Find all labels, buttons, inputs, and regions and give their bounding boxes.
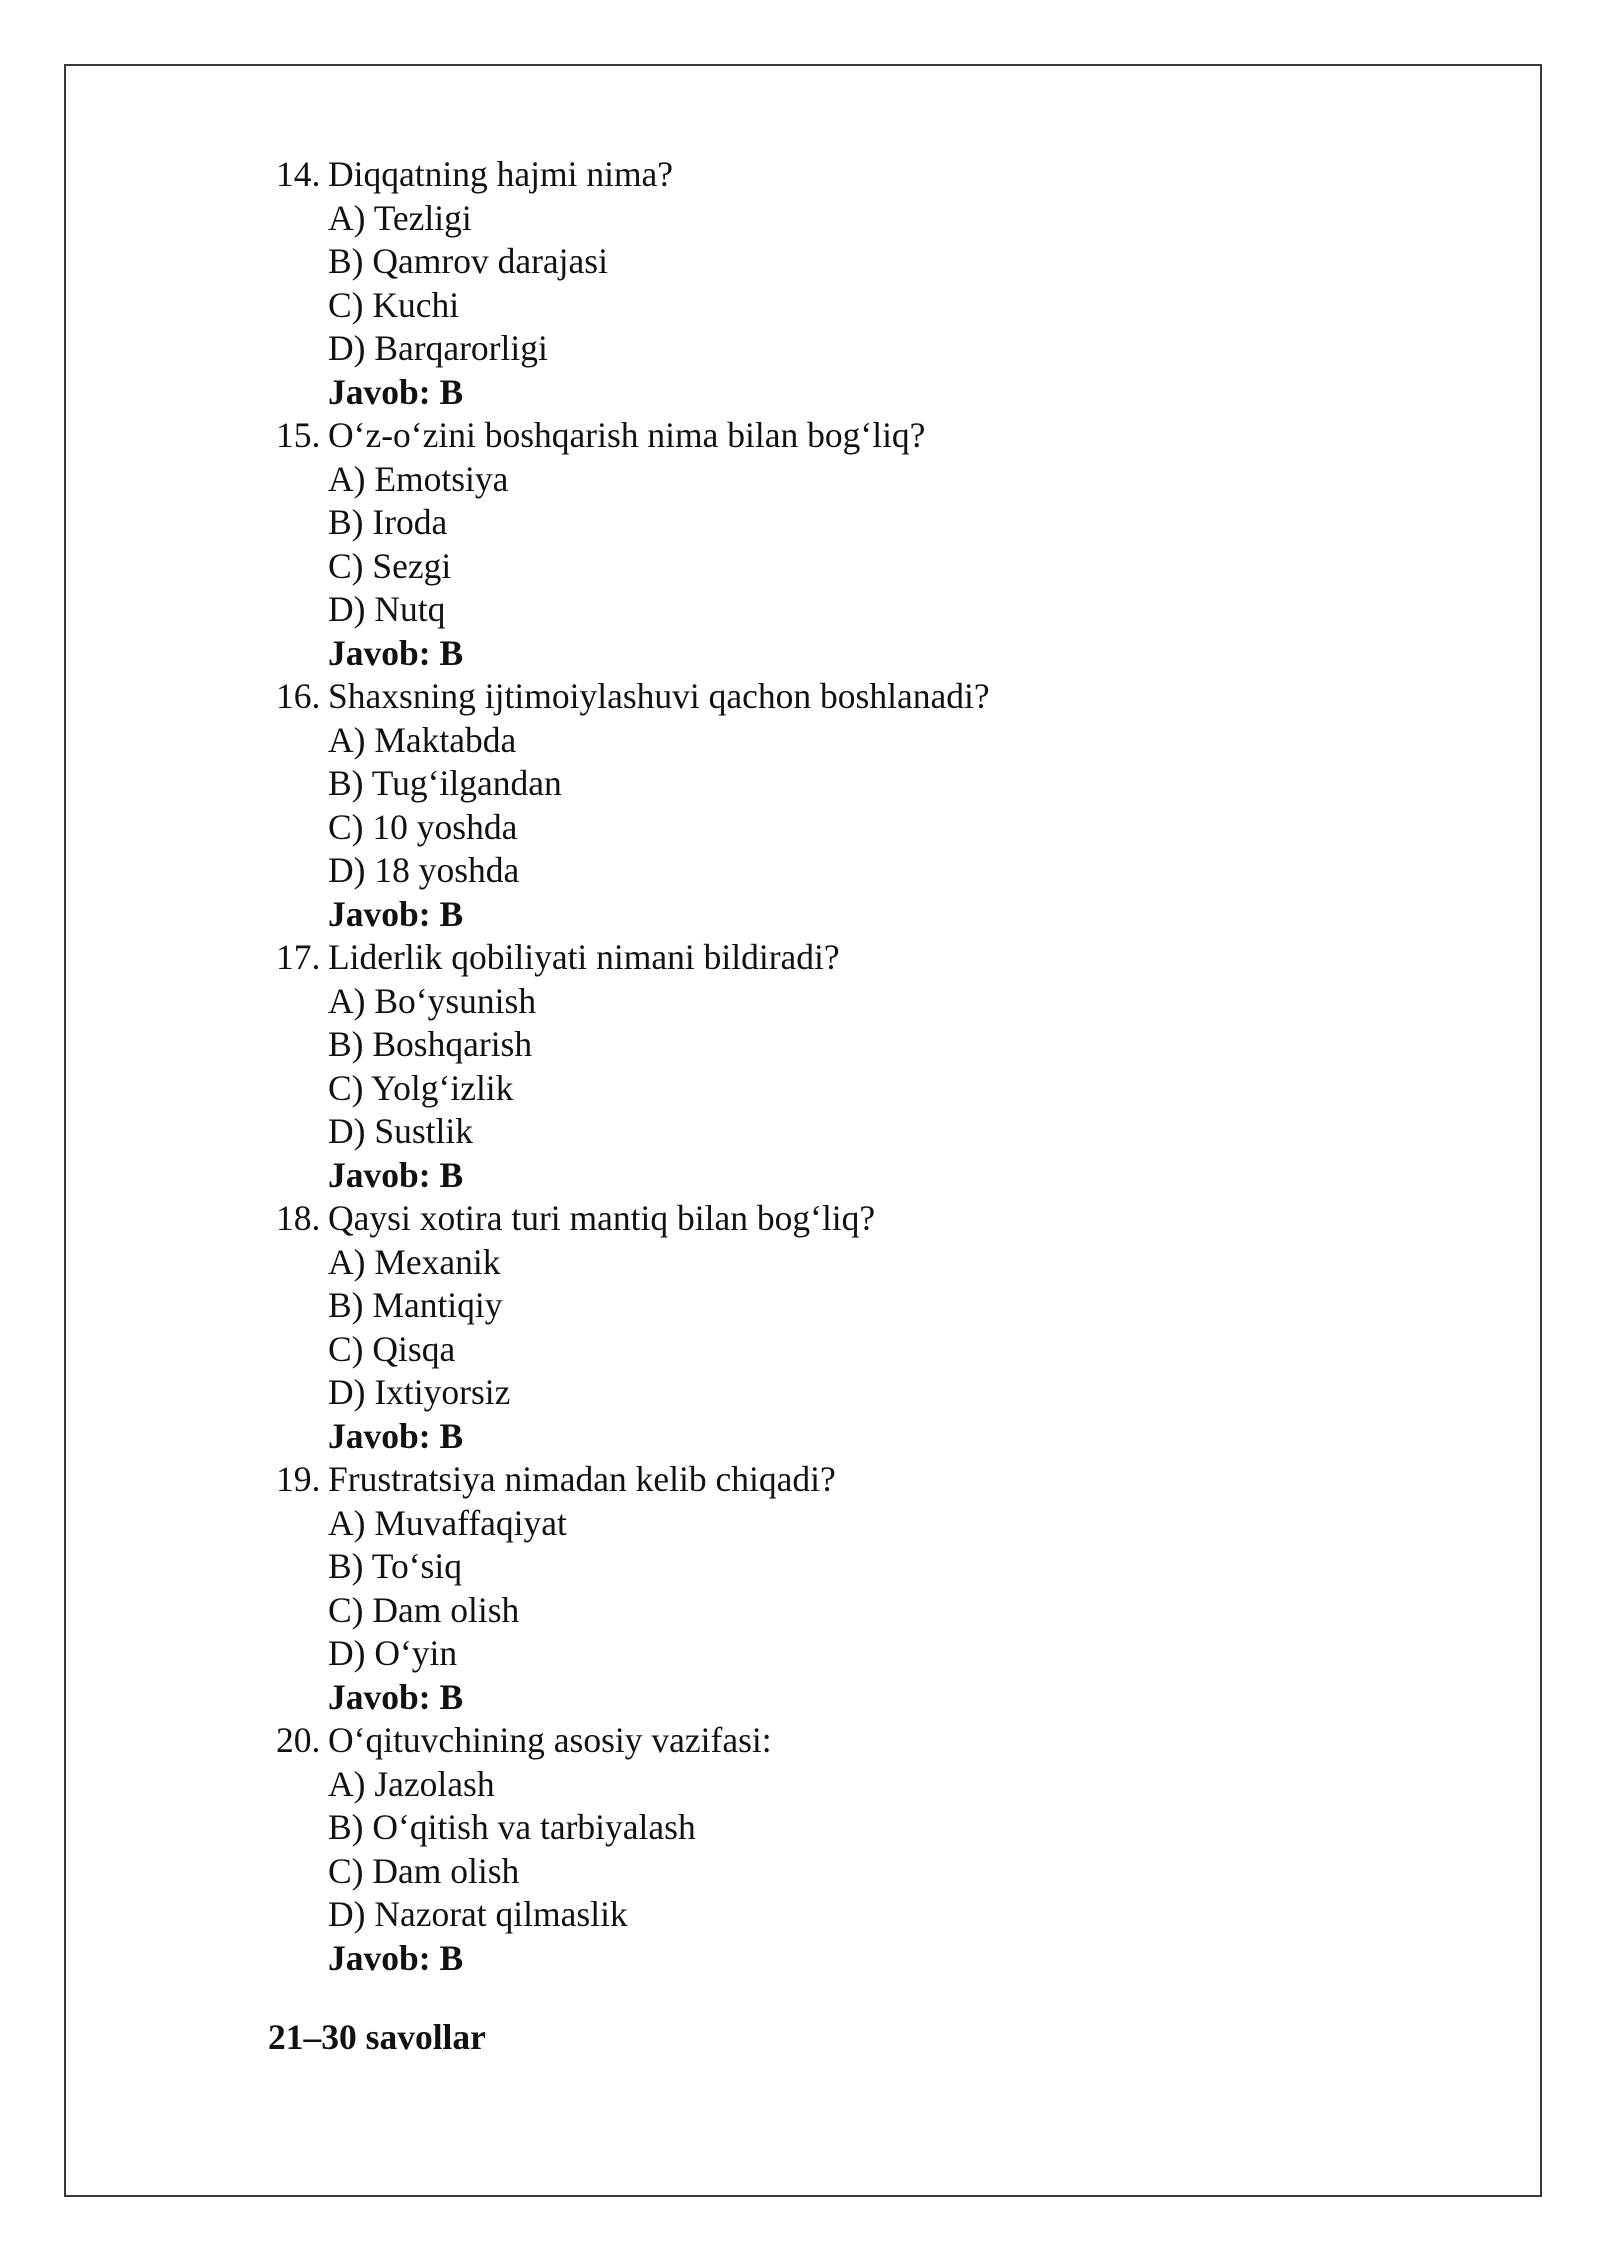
answer-key: Javob: B bbox=[328, 371, 464, 412]
option-d: D) Nazorat qilmaslik bbox=[328, 1894, 628, 1934]
option-a: A) Mexanik bbox=[328, 1241, 501, 1282]
option-c: C) Qisqa bbox=[328, 1328, 456, 1369]
answer-key: Javob: B bbox=[328, 1154, 464, 1195]
question-17 bbox=[276, 936, 1456, 1197]
question-number: 17. bbox=[276, 937, 321, 977]
option-b: B) Mantiqiy bbox=[328, 1285, 503, 1325]
option-a: A) Jazolash bbox=[328, 1763, 495, 1804]
option-d: D) Sustlik bbox=[328, 1111, 473, 1151]
question-text: Frustratsiya nimadan kelib chiqadi? bbox=[328, 1459, 836, 1499]
option-b: B) Boshqarish bbox=[328, 1024, 533, 1064]
option-b: B) Qamrov darajasi bbox=[328, 241, 608, 281]
question-text: Diqqatning hajmi nima? bbox=[328, 154, 674, 194]
option-d: D) Nutq bbox=[328, 589, 446, 629]
question-20 bbox=[276, 1719, 1456, 1980]
question-text: O‘qituvchining asosiy vazifasi: bbox=[328, 1720, 772, 1760]
question-text: Liderlik qobiliyati nimani bildiradi? bbox=[328, 937, 840, 977]
option-a: A) Emotsiya bbox=[328, 458, 509, 499]
answer-key: Javob: B bbox=[328, 1415, 464, 1456]
question-18 bbox=[276, 1197, 1456, 1458]
option-b: B) Iroda bbox=[328, 502, 448, 542]
option-d: D) Barqarorligi bbox=[328, 328, 548, 368]
option-b: B) O‘qitish va tarbiyalash bbox=[328, 1807, 696, 1847]
option-a: A) Tezligi bbox=[328, 197, 472, 238]
question-number: 16. bbox=[276, 676, 321, 716]
option-c: C) Dam olish bbox=[328, 1589, 520, 1630]
question-15 bbox=[276, 414, 1456, 675]
question-14 bbox=[276, 153, 1456, 414]
option-a: A) Maktabda bbox=[328, 719, 517, 760]
question-list bbox=[276, 153, 1456, 1980]
question-text: O‘z-o‘zini boshqarish nima bilan bog‘liq? bbox=[328, 415, 926, 455]
answer-key: Javob: B bbox=[328, 632, 464, 673]
section-heading: 21–30 savollar bbox=[268, 2017, 486, 2057]
option-b: B) Tug‘ilgandan bbox=[328, 763, 562, 803]
question-number: 14. bbox=[276, 154, 321, 194]
question-number: 19. bbox=[276, 1459, 321, 1499]
question-number: 20. bbox=[276, 1720, 321, 1760]
question-text: Shaxsning ijtimoiylashuvi qachon boshlanadi? bbox=[328, 676, 990, 716]
option-d: D) O‘yin bbox=[328, 1633, 458, 1673]
option-c: C) Yolg‘izlik bbox=[328, 1067, 514, 1108]
answer-key: Javob: B bbox=[328, 893, 464, 934]
option-c: C) Kuchi bbox=[328, 284, 460, 325]
answer-key: Javob: B bbox=[328, 1676, 464, 1717]
option-c: C) 10 yoshda bbox=[328, 806, 518, 847]
question-number: 18. bbox=[276, 1198, 321, 1238]
option-d: D) 18 yoshda bbox=[328, 850, 520, 890]
question-number: 15. bbox=[276, 415, 321, 455]
question-19 bbox=[276, 1458, 1456, 1719]
answer-key: Javob: B bbox=[328, 1937, 464, 1978]
option-c: C) Dam olish bbox=[328, 1850, 520, 1891]
question-text: Qaysi xotira turi mantiq bilan bog‘liq? bbox=[328, 1198, 876, 1238]
option-b: B) To‘siq bbox=[328, 1546, 462, 1586]
question-16 bbox=[276, 675, 1456, 936]
option-a: A) Bo‘ysunish bbox=[328, 980, 537, 1021]
option-a: A) Muvaffaqiyat bbox=[328, 1502, 567, 1543]
option-c: C) Sezgi bbox=[328, 545, 452, 586]
option-d: D) Ixtiyorsiz bbox=[328, 1372, 511, 1412]
